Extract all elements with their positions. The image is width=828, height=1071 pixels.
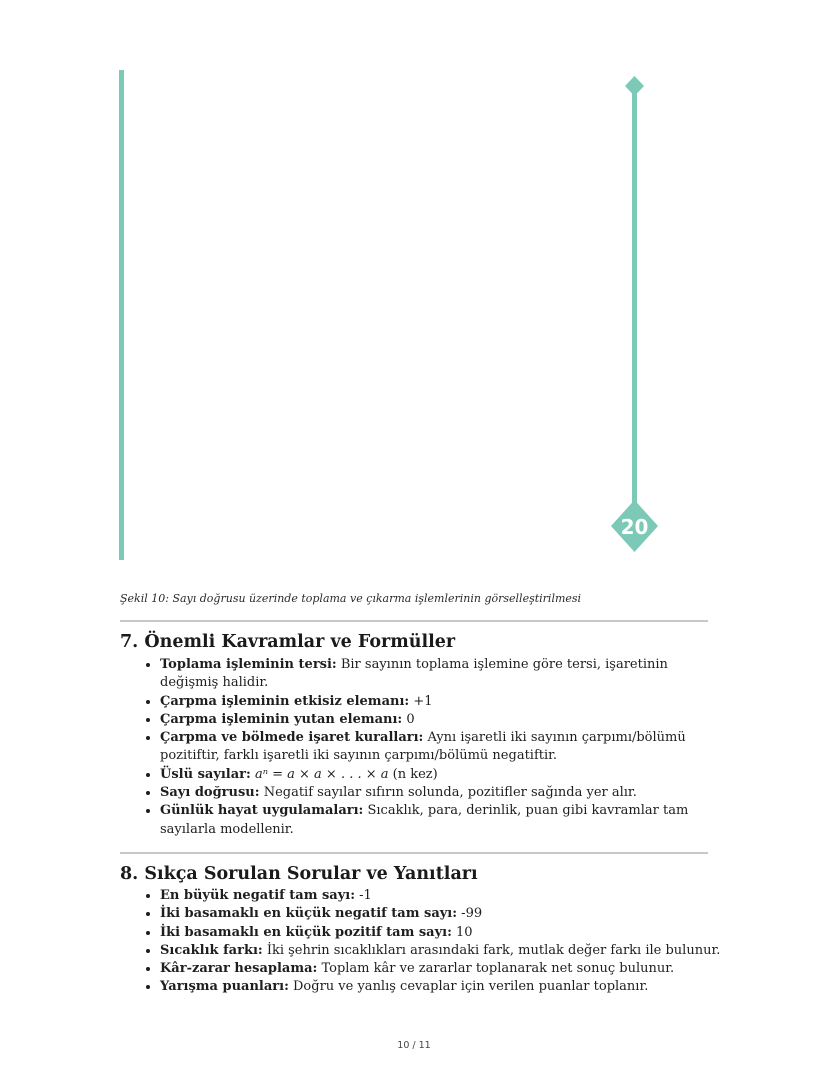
item-term: En büyük negatif tam sayı: <box>160 888 356 903</box>
item-term: Sıcaklık farkı: <box>160 942 263 958</box>
list-item <box>160 711 726 729</box>
item-text: Toplam kâr ve zararlar toplanarak net sonuç bulunur. <box>317 961 675 977</box>
section-7-title: 7. Önemli Kavramlar ve Formüller <box>120 632 456 652</box>
item-term: Günlük hayat uygulamaları: <box>160 803 364 819</box>
item-term: Kâr-zarar hesaplama: <box>160 961 318 977</box>
item-text: 10 <box>451 924 473 940</box>
list-item <box>160 924 726 942</box>
top-diamond-marker <box>625 76 644 96</box>
list-item <box>160 729 726 766</box>
item-term: İki basamaklı en küçük negatif tam sayı: <box>160 906 458 922</box>
item-text: Aynı işaretli iki sayının çarpımı/bölümü pozitiftir, farklı işaretli iki sayının çarpımı/bölümü negatiftir. <box>160 730 686 764</box>
page-number: 10 / 11 <box>397 1040 431 1051</box>
item-text: Bir sayının toplama işlemine göre tersi, işaretinin değişmiş halidir. <box>160 657 668 691</box>
item-text: Sıcaklık, para, derinlik, puan gibi kavramlar tam sayılarla modellenir. <box>160 803 689 837</box>
item-text: İki şehrin sıcaklıkları arasındaki fark, mutlak değer farkı ile bulunur. <box>262 942 721 958</box>
item-text: Negatif sayılar sıfırın solunda, pozitifler sağında yer alır. <box>259 785 637 801</box>
list-item <box>160 905 726 923</box>
number-line-vertical <box>632 88 637 518</box>
item-term: Toplama işleminin tersi: <box>160 657 337 672</box>
item-term: Çarpma işleminin etkisiz elemanı: <box>160 693 410 709</box>
list-item <box>160 942 726 960</box>
figure-caption: Şekil 10: Sayı doğrusu üzerinde toplama ve çıkarma işlemlerinin görselleştirilmesi <box>120 592 582 605</box>
list-item <box>160 784 726 802</box>
item-text: 0 <box>402 711 415 727</box>
list-item <box>160 766 726 784</box>
power-formula: aⁿ = a × a × . . . × a <box>254 766 389 782</box>
item-term: Üslü sayılar: <box>160 766 251 782</box>
list-item <box>160 978 726 996</box>
item-text: -1 <box>355 888 372 903</box>
list-item <box>160 887 726 905</box>
list-item <box>160 656 726 693</box>
list-item <box>160 802 726 839</box>
section-8-title: 8. Sıkça Sorulan Sorular ve Yanıtları <box>120 864 478 884</box>
list-item <box>160 960 726 978</box>
section-divider-middle <box>120 852 708 854</box>
section-7-list <box>142 656 726 839</box>
item-term: İki basamaklı en küçük pozitif tam sayı: <box>160 924 452 940</box>
item-text: -99 <box>457 906 483 922</box>
section-8-list <box>142 887 726 997</box>
item-text: +1 <box>409 693 433 709</box>
section-divider-top <box>120 620 708 622</box>
item-term: Yarışma puanları: <box>160 979 289 995</box>
item-term: Sayı doğrusu: <box>160 785 260 801</box>
item-text: Doğru ve yanlış cevaplar için verilen puanlar toplanır. <box>288 979 649 995</box>
item-term: Çarpma ve bölmede işaret kuralları: <box>160 730 424 746</box>
list-item <box>160 693 726 711</box>
figure-left-line <box>119 70 124 560</box>
item-term: Çarpma işleminin yutan elemanı: <box>160 711 403 727</box>
item-text: (n kez) <box>388 766 438 782</box>
end-marker-label: 20 <box>620 515 649 539</box>
